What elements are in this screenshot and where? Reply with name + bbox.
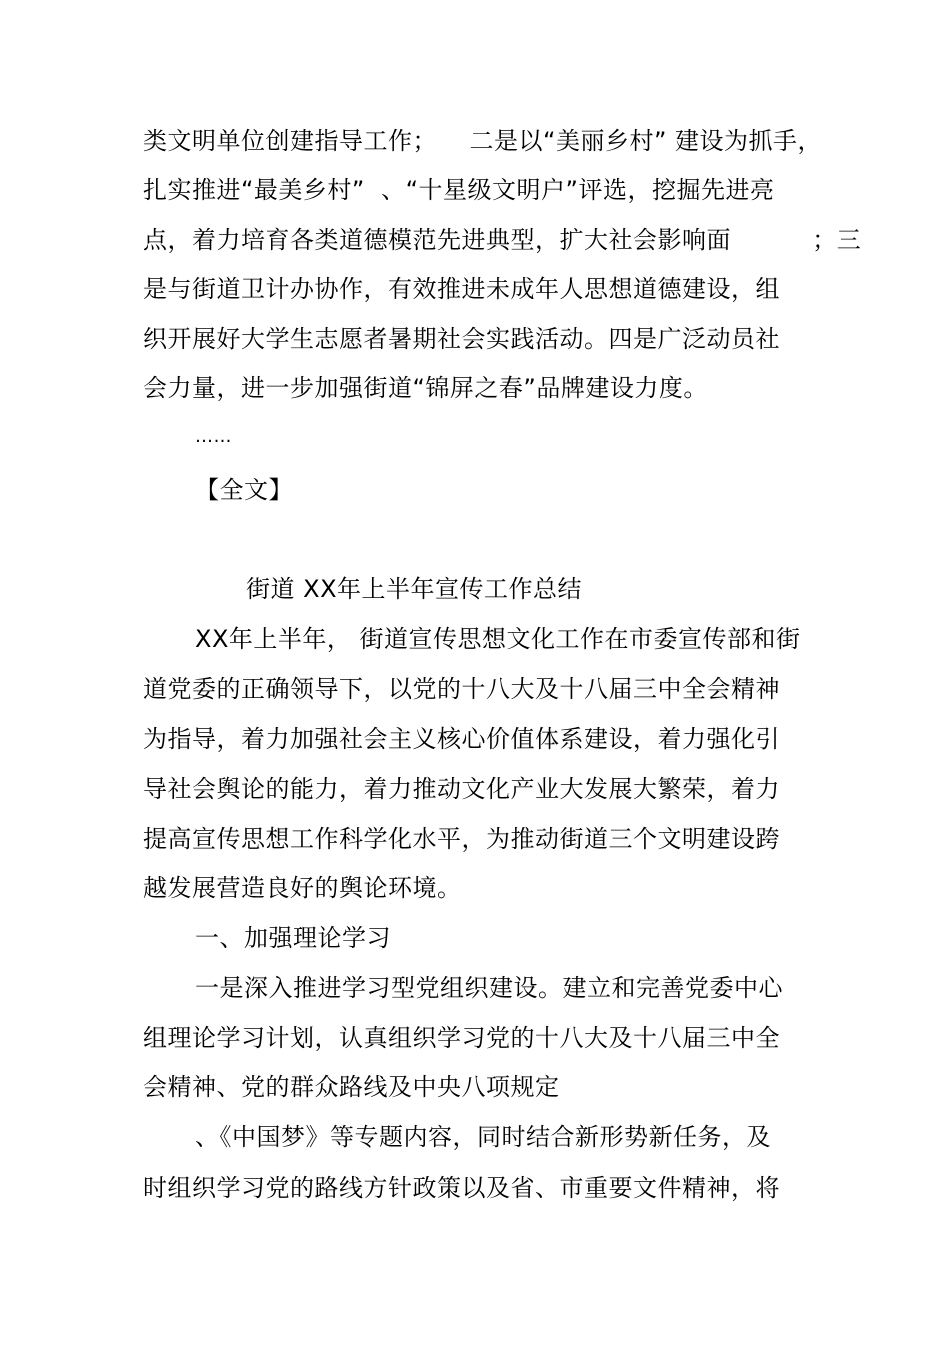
section-heading: 一、加强理论学习 — [195, 924, 391, 952]
body-text-line: 一是深入推进学习型党组织建设。建立和完善党委中心 — [195, 974, 783, 1002]
body-text-line: 是与街道卫计办协作，有效推进未成年人思想道德建设，组 — [143, 275, 780, 303]
body-text-line: 类文明单位创建指导工作； 二是以“美丽乡村” 建设为抓手， — [143, 127, 823, 155]
body-text-line: 点，着力培育各类道德模范先进典型，扩大社会影响面 ；三 — [143, 226, 862, 254]
body-text-line: 时组织学习党的路线方针政策以及省、市重要文件精神，将 — [143, 1174, 780, 1202]
body-text-line: 组理论学习计划，认真组织学习党的十八大及十八届三中全 — [143, 1024, 780, 1052]
body-text-line: 道党委的正确领导下，以党的十八大及十八届三中全会精神 — [143, 675, 780, 703]
body-text-line: 、《中国梦》等专题内容，同时结合新形势新任务，及 — [195, 1123, 771, 1151]
body-text-line: 会精神、党的群众路线及中央八项规定 — [143, 1073, 560, 1101]
body-text-line: 提高宣传思想工作科学化水平，为推动街道三个文明建设跨 — [143, 825, 780, 853]
body-text-line: 扎实推进“最美乡村” 、“十星级文明户”评选，挖掘先进亮 — [143, 176, 775, 204]
body-text-line: 导社会舆论的能力，着力推动文化产业大发展大繁荣，着力 — [143, 775, 780, 803]
body-text-line: 织开展好大学生志愿者暑期社会实践活动。四是广泛动员社 — [143, 325, 780, 353]
body-text-line: 越发展营造良好的舆论环境。 — [143, 874, 462, 902]
body-text-line: XX年上半年， 街道宣传思想文化工作在市委宣传部和街 — [195, 625, 801, 653]
body-text-line: 为指导，着力加强社会主义核心价值体系建设，着力强化引 — [143, 725, 780, 753]
ellipsis-line: …… — [195, 426, 232, 447]
full-text-marker: 【全文】 — [195, 476, 293, 504]
document-title: 街道 XX年上半年宣传工作总结 — [246, 575, 583, 603]
body-text-line: 会力量，进一步加强街道“锦屏之春”品牌建设力度。 — [143, 374, 708, 402]
